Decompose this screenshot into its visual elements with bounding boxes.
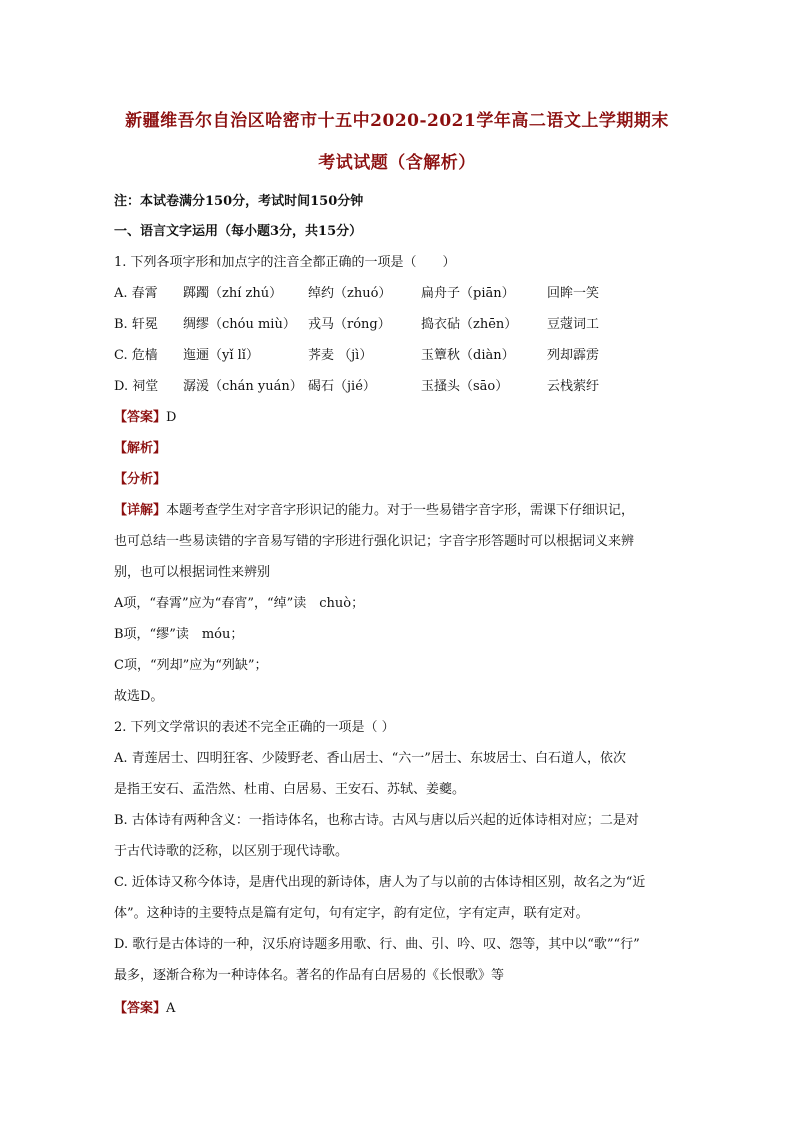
option-label: D. 祠堂 <box>114 379 159 394</box>
option-term: 玉搔头（sāo） <box>421 379 509 394</box>
q2-option-d-line2: 最多，逐渐合称为一种诗体名。著名的作品有白居易的《长恨歌》等 <box>114 968 505 983</box>
answer-tag: 【答案】 <box>114 1001 167 1016</box>
q1-explanation-a: A项，“春霄”应为“春宵”，“绰”读 chuò； <box>114 596 365 611</box>
q1-explanation-line3: 别，也可以根据词性来辨别 <box>114 565 271 580</box>
option-term: 云栈萦纡 <box>547 379 600 394</box>
option-term: 踯躅（zhí zhú） <box>183 286 283 301</box>
option-term: 绸缪（chóu miù） <box>183 317 296 332</box>
q1-stem: 1. 下列各项字形和加点字的注音全都正确的一项是（ ） <box>114 255 456 270</box>
option-term: 戎马（róng） <box>308 317 391 332</box>
option-label: A. 春霄 <box>114 286 158 301</box>
option-term: 列却霹雳 <box>547 348 600 363</box>
q1-answer <box>114 406 176 425</box>
option-label: C. 危樯 <box>114 348 158 363</box>
q2-stem: 2. 下列文学常识的表述不完全正确的一项是（ ） <box>114 720 395 735</box>
answer-tag: 【答案】 <box>114 410 167 425</box>
q2-answer <box>114 997 175 1016</box>
xiangjie-tag: 【详解】 <box>114 503 167 518</box>
option-term: 捣衣砧（zhēn） <box>421 317 518 332</box>
option-term: 碣石（jié） <box>308 379 376 394</box>
answer-value: D <box>166 410 177 425</box>
option-term: 绰约（zhuó） <box>308 286 392 301</box>
q1-fenxi-tag: 【分析】 <box>114 472 167 487</box>
q1-explanation-line2: 也可总结一些易读错的字音易写错的字形进行强化识记；字音字形答题时可以根据词义来辨 <box>114 534 635 549</box>
option-term: 扁舟子（piān） <box>421 286 515 301</box>
option-term: 荠麦 （jì） <box>308 348 373 363</box>
q2-option-c-line1: C. 近体诗又称今体诗，是唐代出现的新诗体，唐人为了与以前的古体诗相区别，故名之为“近 <box>114 875 646 890</box>
q1-explanation-line1 <box>114 499 634 518</box>
q1-explanation-c: C项，“列却”应为“列缺”； <box>114 658 268 673</box>
section-heading: 一、语言文字运用（每小题3分，共15分） <box>114 224 363 239</box>
document-title-line1: 新疆维吾尔自治区哈密市十五中2020-2021学年高二语文上学期期末 <box>125 111 669 131</box>
explanation-text: 本题考查学生对字音字形识记的能力。对于一些易错字音字形，需课下仔细识记， <box>166 503 635 518</box>
q2-option-a-line2: 是指王安石、孟浩然、杜甫、白居易、王安石、苏轼、姜夔。 <box>114 782 466 797</box>
q1-conclusion: 故选D。 <box>114 689 164 704</box>
option-term: 豆蔻词工 <box>547 317 600 332</box>
option-term: 回眸一笑 <box>547 286 600 301</box>
q2-option-b-line2: 于古代诗歌的泛称，以区别于现代诗歌。 <box>114 844 349 859</box>
exam-note: 注：本试卷满分150分，考试时间150分钟 <box>114 194 364 209</box>
q2-option-b-line1: B. 古体诗有两种含义：一指诗体名，也称古诗。古风与唐以后兴起的近体诗相对应；二是对 <box>114 813 639 828</box>
document-title-line2: 考试试题（含解析） <box>318 153 476 173</box>
option-term: 迤逦（yǐ lǐ） <box>183 348 259 363</box>
q2-option-c-line2: 体”。这种诗的主要特点是篇有定句，句有定字，韵有定位，字有定声，联有定对。 <box>114 906 589 921</box>
q2-option-d-line1: D. 歌行是古体诗的一种，汉乐府诗题多用歌、行、曲、引、吟、叹、怨等，其中以“歌”“行” <box>114 937 640 952</box>
q1-explanation-b: B项，“缪”读 móu； <box>114 627 244 642</box>
option-term: 潺湲（chán yuán） <box>183 379 303 394</box>
q2-option-a-line1: A. 青莲居士、四明狂客、少陵野老、香山居士、“六一”居士、东坡居士、白石道人，依次 <box>114 751 626 766</box>
q1-jiexi-tag: 【解析】 <box>114 441 167 456</box>
answer-value: A <box>166 1001 176 1016</box>
option-label: B. 轩冕 <box>114 317 158 332</box>
option-term: 玉簟秋（diàn） <box>421 348 515 363</box>
